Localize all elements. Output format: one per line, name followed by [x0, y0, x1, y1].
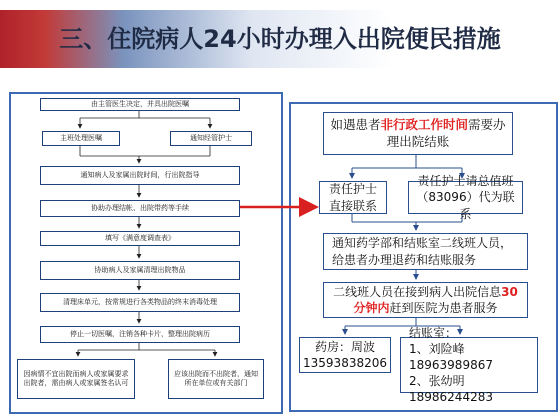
arrival-within-30min-box	[323, 282, 528, 318]
step-against-advice-signature: 因病情不宜出院而病人或家属要求出院者，需由病人或家属签名认可	[17, 359, 135, 399]
arrival-prefix: 二线班人员在接到病人出院信息	[333, 284, 502, 299]
step-notify-nurse: 通知经管护士	[170, 131, 252, 146]
arrival-highlight: 30分钟内	[353, 284, 518, 315]
intro-prefix: 如遇患者	[330, 116, 381, 132]
step-disinfection: 清理床单元，按常规进行各类物品的终末消毒处理	[40, 293, 240, 312]
option-direct-contact-box: 责任护士直接联系	[319, 181, 387, 214]
step-notify-employer: 应该出院而不出院者，通知所在单位或有关部门	[168, 359, 264, 399]
step-stop-orders: 停止一切医嘱，注销各种卡片，整理出院病历	[40, 326, 240, 343]
step-clear-belongings: 协助病人及家属清理出院物品	[40, 261, 240, 280]
after-hours-intro-box	[323, 112, 513, 155]
arrival-text	[328, 284, 523, 316]
billing-person-1: 1、刘险峰18963989867	[409, 341, 493, 372]
billing-person-2: 2、张幼明18986244283	[409, 374, 493, 405]
option-duty-officer-box: 责任护士请总值班（83096）代为联系	[408, 181, 523, 214]
pharmacy-phone: 13593838206	[303, 356, 387, 370]
step-main-shift-orders: 主班处理医嘱	[42, 131, 120, 146]
step-satisfaction-survey: 填写《满意度调查表》	[40, 231, 240, 246]
intro-highlight: 非行政工作时间	[380, 116, 468, 132]
after-hours-intro-text	[328, 117, 508, 151]
slide-title: 三、住院病人24小时办理入出院便民措施	[59, 25, 501, 53]
intro-suffix: 需要办理出院结账	[386, 116, 506, 149]
pharmacy-label: 药房：周波	[314, 339, 375, 354]
pharmacy-contact-box	[299, 337, 391, 373]
step-notify-patient: 通知病人及家属出院时间，行出院指导	[40, 166, 240, 185]
notify-second-line-box: 通知药学部和结账室二线班人员，给患者办理退药和结账服务	[323, 233, 528, 270]
billing-label: 结账室：	[409, 325, 458, 340]
step-doctor-decision: 由主管医生决定，并具出院医嘱	[40, 98, 240, 111]
step-assist-billing: 协助办理结帐、出院带药等手续	[40, 200, 240, 217]
billing-contact-box	[400, 325, 538, 405]
arrival-suffix: 赶到医院为患者服务	[389, 301, 498, 315]
